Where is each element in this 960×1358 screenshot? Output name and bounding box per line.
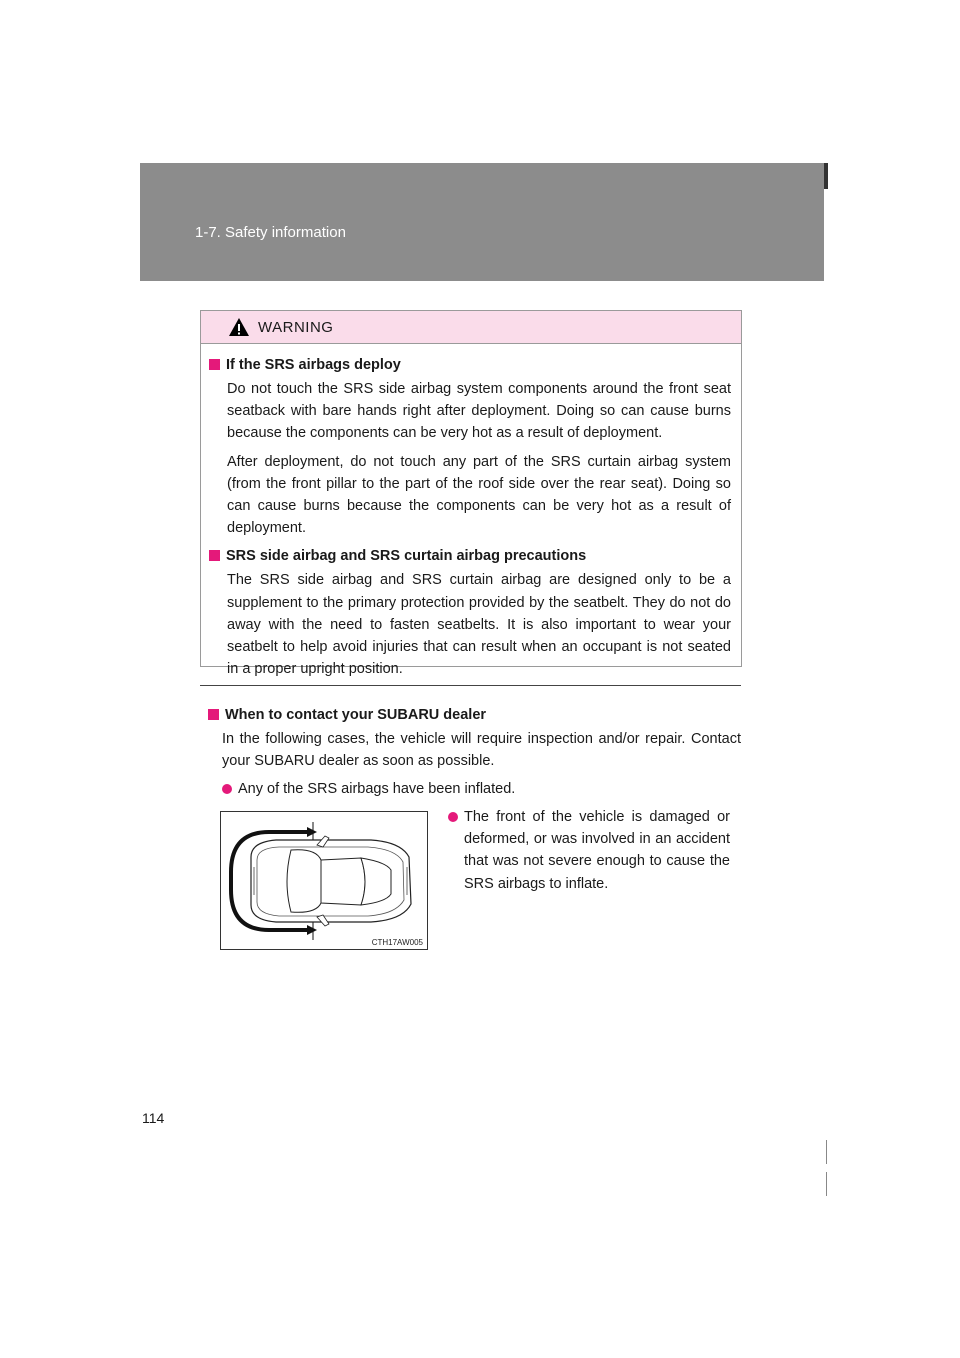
header-tab-mark bbox=[824, 163, 828, 189]
warning-header bbox=[201, 311, 741, 344]
car-figure bbox=[220, 811, 428, 950]
paragraph: After deployment, do not touch any part of the SRS curtain airbag system (from the front pillar to the part of the roof side over the rear seat). Doing so can cause burns because the components can be very hot as a result of deployment. bbox=[227, 453, 731, 537]
heading-text: If the SRS airbags deploy bbox=[226, 357, 401, 373]
warning-heading-deploy bbox=[209, 354, 731, 376]
list-item bbox=[448, 806, 730, 895]
heading-text: SRS side airbag and SRS curtain airbag precautions bbox=[226, 548, 587, 565]
paragraph: The SRS side airbag and SRS curtain airbag are designed only to be a supplement to the primary protection provided by the seatbelt. They do not do away with the need to fasten seatbelts. It is also important to wear your seatbelt to help avoid injuries that can result when an occupant is not seated in a proper upright position. bbox=[227, 572, 731, 678]
square-bullet-icon bbox=[209, 359, 220, 370]
margin-mark bbox=[826, 1172, 827, 1196]
page-number: 114 bbox=[142, 1110, 165, 1126]
list-item-text: Any of the SRS airbags have been inflated. bbox=[238, 781, 516, 798]
car-top-view-icon bbox=[221, 812, 427, 949]
warning-body bbox=[201, 344, 741, 680]
warning-title: WARNING bbox=[258, 318, 334, 336]
warning-box bbox=[200, 310, 742, 678]
figure-code: CTH17AW005 bbox=[371, 938, 423, 947]
section-title: 1-7. Safety information bbox=[195, 224, 346, 241]
list-item bbox=[222, 778, 741, 800]
warning-triangle-icon bbox=[228, 317, 250, 337]
contact-section bbox=[208, 704, 741, 801]
warning-heading-precautions bbox=[209, 545, 731, 567]
contact-heading bbox=[208, 704, 741, 726]
divider bbox=[200, 685, 741, 686]
margin-mark bbox=[826, 1140, 827, 1164]
round-bullet-icon bbox=[448, 812, 458, 822]
list-item-text: The front of the vehicle is damaged or deformed, or was involved in an accident that was not severe enough to cause the SRS airbags to inflate. bbox=[464, 809, 730, 892]
paragraph: Do not touch the SRS side airbag system components around the front seat seatback with bare hands right after deployment. Doing so can cause burns because the components can be very hot as a result of deployment. bbox=[227, 381, 731, 442]
contact-intro: In the following cases, the vehicle will require inspection and/or repair. Contact your SUBARU dealer as soon as possible. bbox=[222, 731, 741, 770]
round-bullet-icon bbox=[222, 784, 232, 794]
square-bullet-icon bbox=[209, 550, 220, 561]
square-bullet-icon bbox=[208, 709, 219, 720]
heading-text: When to contact your SUBARU dealer bbox=[225, 707, 487, 723]
header-band bbox=[140, 163, 824, 281]
